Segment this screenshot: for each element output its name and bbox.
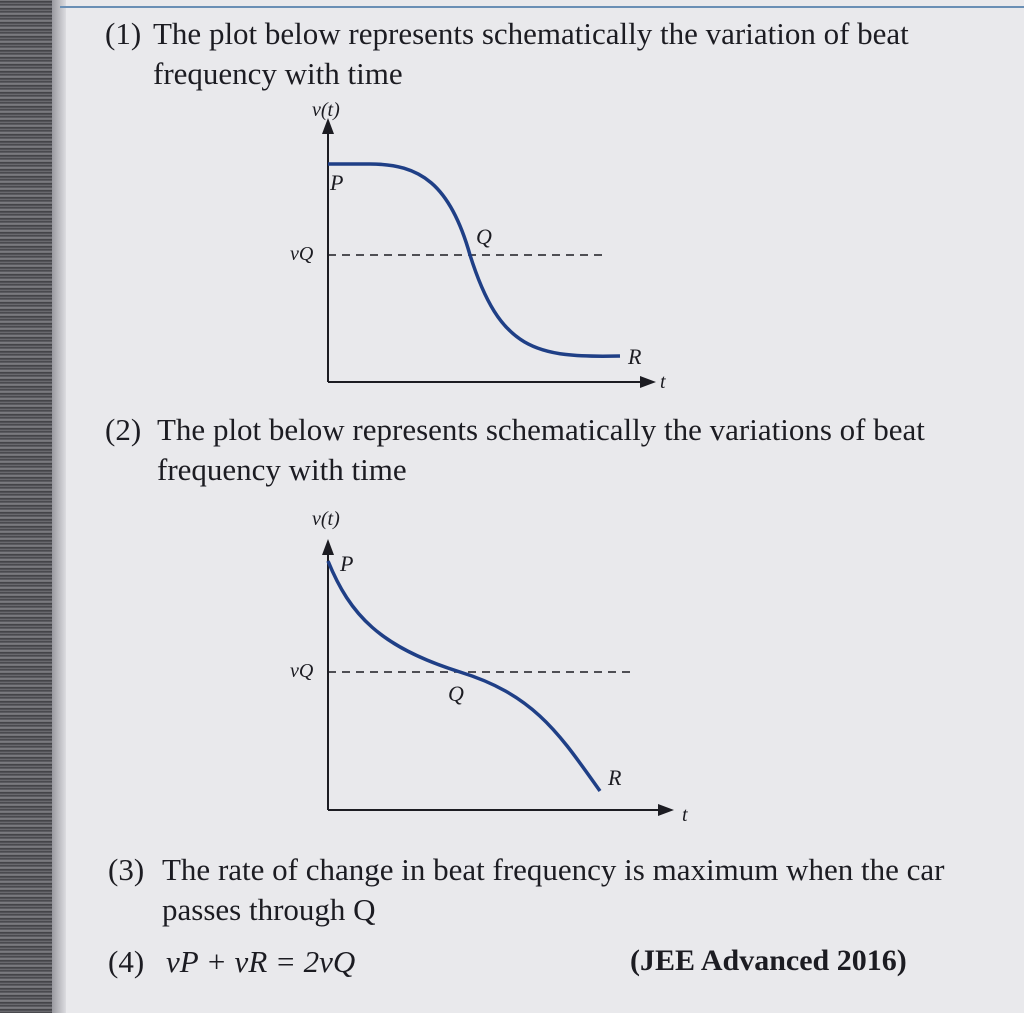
plot-1-x-arrow xyxy=(640,376,656,388)
plot-2-point-r: R xyxy=(608,765,622,790)
plot-2-curve xyxy=(328,561,600,791)
book-binding xyxy=(0,0,52,1013)
option-4-equation-content: vP + vR = 2vQ xyxy=(166,944,356,979)
plot-1-level-label: vQ xyxy=(290,243,314,265)
option-4-number: (4) xyxy=(108,944,145,979)
option-2 xyxy=(105,410,935,490)
option-4 xyxy=(108,942,528,986)
plot-1-point-p: P xyxy=(330,170,344,195)
plot-1 xyxy=(270,100,690,400)
option-1 xyxy=(105,14,909,94)
option-3-text-content: The rate of change in beat frequency is maximum when the car passes through Q xyxy=(162,852,945,927)
plot-1-point-r: R xyxy=(628,344,642,369)
exam-source: (JEE Advanced 2016) xyxy=(630,944,907,977)
option-1-text-content: The plot below represents schematically the variation of beat frequency with time xyxy=(153,16,909,91)
plot-1-y-label: v(t) xyxy=(312,99,340,121)
plot-2-level-label: vQ xyxy=(290,660,314,682)
plot-1-x-label: t xyxy=(660,371,666,393)
plot-2-y-arrow xyxy=(322,539,334,555)
plot-2-x-arrow xyxy=(658,804,674,816)
top-rule xyxy=(60,6,1024,8)
option-1-number: (1) xyxy=(105,16,142,51)
option-1-text xyxy=(153,14,913,94)
plot-2 xyxy=(270,505,710,825)
option-2-number: (2) xyxy=(105,412,142,447)
option-2-text-content: The plot below represents schematically the variations of beat frequency with time xyxy=(157,412,925,487)
option-2-text xyxy=(157,410,927,490)
page-edge-shadow xyxy=(52,0,66,1013)
plot-2-point-q: Q xyxy=(448,681,464,706)
option-4-equation xyxy=(166,942,355,982)
plot-2-x-label: t xyxy=(682,804,688,826)
option-3-number: (3) xyxy=(108,852,145,887)
option-3-text xyxy=(162,850,952,930)
plot-2-point-p: P xyxy=(340,551,354,576)
plot-1-point-q: Q xyxy=(476,224,492,249)
option-3 xyxy=(108,850,958,930)
plot-2-y-label: v(t) xyxy=(312,508,340,530)
plot-1-curve xyxy=(328,164,620,356)
